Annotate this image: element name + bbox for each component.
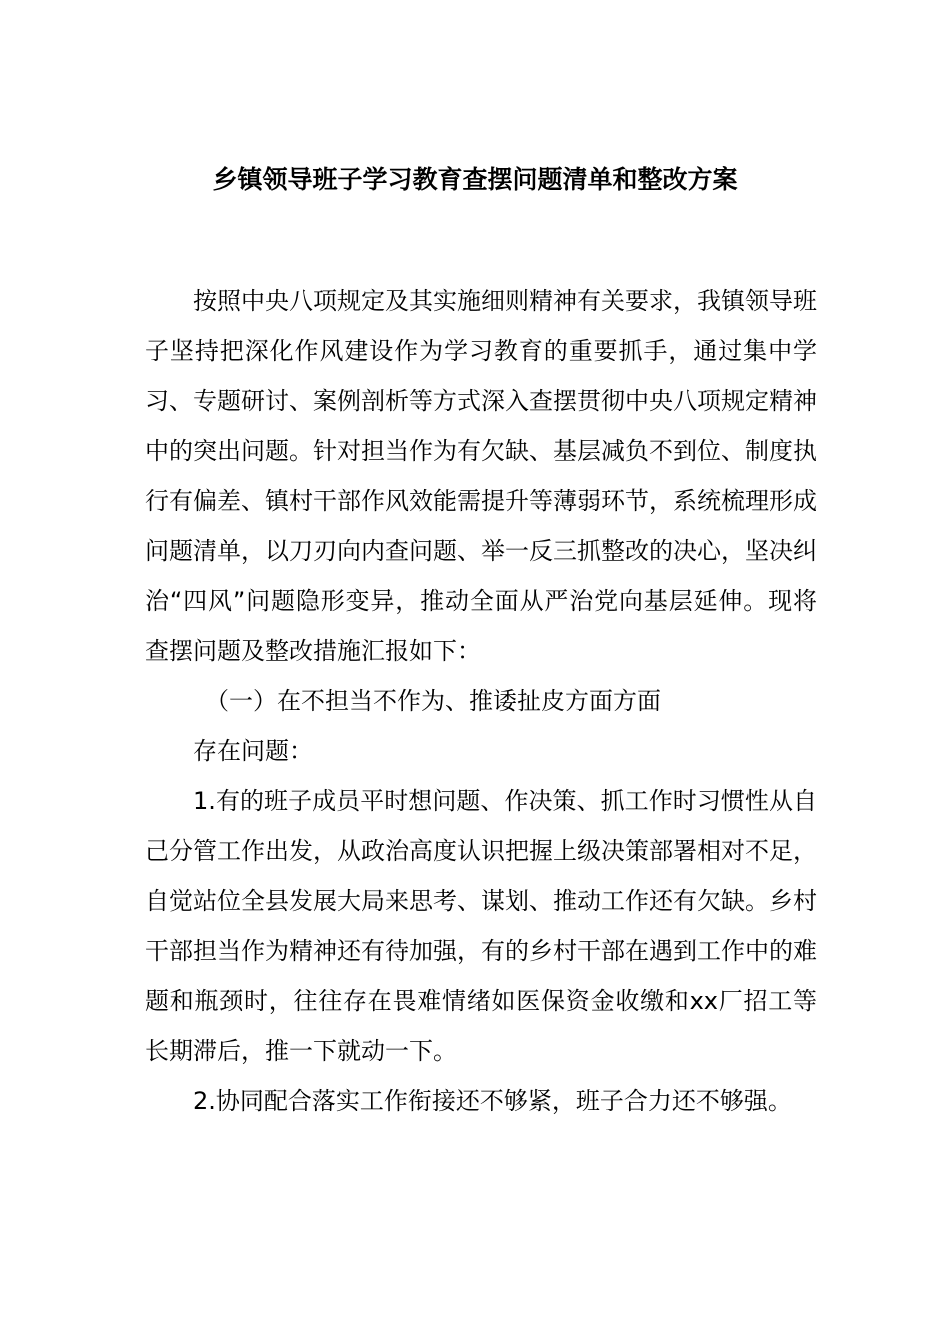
section-heading-1: （一）在不担当不作为、推诿扯皮方面方面 <box>205 687 661 715</box>
intro-paragraph: 按照中央八项规定及其实施细则精神有关要求，我镇领导班子坚持把深化作风建设作为学习教育的重要抓手，通过集中学习、专题研讨、案例剖析等方式深入查摆贯彻中央八项规定精神中的突出问题。针对担当作为有欠缺、基层减负不到位、制度执行有偏差、镇村干部作风效能需提升等薄弱环节，系统梳理形成问题清单，以刀刃向内查问题、举一反三抓整改的决心，坚决纠治“四风”问题隐形变异，推动全面从严治党向基层延伸。现将查摆问题及整改措施汇报如下： <box>145 287 817 665</box>
problem-item-2: 2.协同配合落实工作衔接还不够紧，班子合力还不够强。 <box>193 1087 792 1115</box>
document-title: 乡镇领导班子学习教育查摆问题清单和整改方案 <box>212 165 738 194</box>
document-body <box>145 276 817 1126</box>
problems-label: 存在问题： <box>193 737 313 765</box>
problem-item-1: 1.有的班子成员平时想问题、作决策、抓工作时习惯性从自己分管工作出发，从政治高度认识把握上级决策部署相对不足，自觉站位全县发展大局来思考、谋划、推动工作还有欠缺。乡村干部担当作为精神还有待加强，有的乡村干部在遇到工作中的难题和瓶颈时，往往存在畏难情绪如医保资金收缴和xx厂招工等长期滞后，推一下就动一下。 <box>145 787 817 1065</box>
